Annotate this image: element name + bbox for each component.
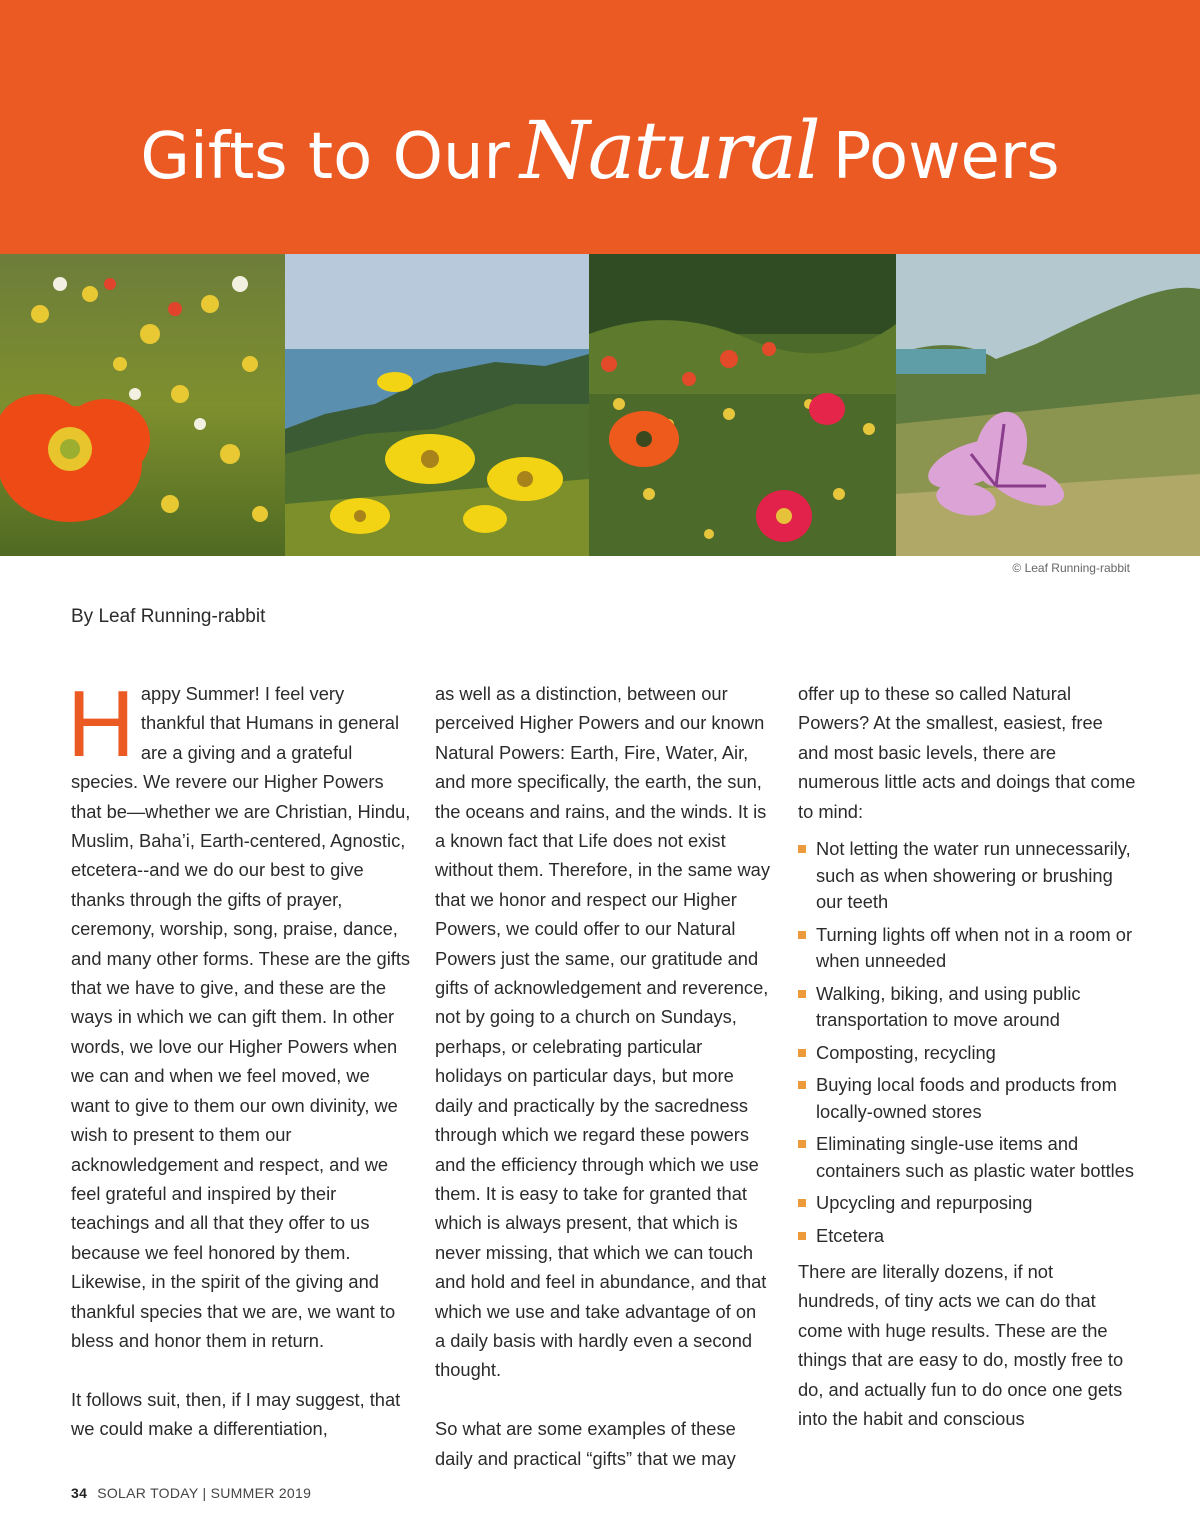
article-column-3 [798, 679, 1138, 1433]
paragraph: as well as a distinction, between our perceived Higher Powers and our known Natural Powers: Earth, Fire, Water, Air, and more specifically, the earth, the sun, the oceans and rains, and the winds. It is a known fact that Life does not exist without them. Therefore, in the same way that we honor and respect our Higher Powers, we could offer to our Natural Powers just the same, our gratitude and gifts of acknowledgement and reverence, not by going to a church on Sundays, perhaps, or celebrating particular holidays on particular days, but more daily and practically by the sacredness through which we regard these powers and the efficiency through which we use them. It is easy to take for granted that which is always present, that which is never missing, that which we can touch and hold and feel in abundance, and that which we use and take advantage of on a daily basis with hardly even a second thought. [435, 683, 770, 1381]
list-item: Walking, biking, and using public transportation to move around [798, 981, 1138, 1034]
square-bullet-icon [798, 931, 806, 939]
list-item: Upcycling and repurposing [798, 1190, 1138, 1217]
paragraph: There are literally dozens, if not hundreds, of tiny acts we can do that come with huge results. These are the things that are easy to do, mostly free to do, and actually fun to do once one gets into the habit and conscious [798, 1261, 1124, 1430]
paragraph [67, 671, 411, 1355]
photo-pink-mallow [896, 254, 1200, 556]
photo-red-poppies [589, 254, 896, 556]
list-item: Eliminating single-use items and containers such as plastic water bottles [798, 1131, 1138, 1184]
page-title [0, 86, 1200, 222]
paragraph-text: appy Summer! I feel very thankful that Humans in general are a giving and a grateful species. We revere our Higher Powers that be—whether we are Christian, Hindu, Muslim, Baha’i, Earth-centered, Agnostic, etcetera--and we do our best to give thanks through the gifts of prayer, ceremony, worship, song, praise, dance, and many other forms. These are the gifts that we have to give, and these are the ways in which we can gift them. In other words, we love our Higher Powers when we can and when we feel moved, we want to give to them our own divinity, we wish to present to them our acknowledgement and respect, and we feel grateful and inspired by their teachings and all that they offer to us because we feel honored by them. Likewise, in the spirit of the giving and thankful species that we are, we want to bless and honor them in return. [71, 683, 411, 1351]
photo-strip [0, 254, 1200, 556]
page-number: 34 [71, 1485, 88, 1501]
square-bullet-icon [798, 845, 806, 853]
paragraph: It follows suit, then, if I may suggest, that we could make a differentiation, [71, 1388, 401, 1440]
footer-separator: | [202, 1485, 207, 1501]
publication-name: SOLAR TODAY [97, 1485, 199, 1501]
list-item: Buying local foods and products from locally-owned stores [798, 1072, 1138, 1125]
article-column-2 [435, 679, 771, 1473]
photo-orange-poppy [0, 254, 285, 556]
title-script-word: Natural [519, 104, 819, 197]
square-bullet-icon [798, 1232, 806, 1240]
paragraph: So what are some examples of these daily and practical “gifts” that we may [435, 1418, 736, 1469]
drop-cap: H [67, 671, 135, 776]
article-column-1 [67, 671, 411, 1444]
list-item: Not letting the water run unnecessarily, such as when showering or brushing our teeth [798, 836, 1138, 916]
byline: By Leaf Running-rabbit [71, 606, 266, 627]
photo-yellow-daisies [285, 254, 589, 556]
list-item: Etcetera [798, 1223, 1138, 1250]
title-part1: Gifts to Our [140, 120, 510, 194]
square-bullet-icon [798, 990, 806, 998]
title-part2: Powers [832, 120, 1060, 194]
title-banner [0, 0, 1200, 254]
issue-name: SUMMER 2019 [210, 1485, 312, 1501]
square-bullet-icon [798, 1199, 806, 1207]
list-item: Composting, recycling [798, 1040, 1138, 1067]
list-item: Turning lights off when not in a room or when unneeded [798, 922, 1138, 975]
gift-list [798, 836, 1138, 1249]
paragraph: offer up to these so called Natural Powers? At the smallest, easiest, free and most basic levels, there are numerous little acts and doings that come to mind: [798, 683, 1136, 822]
square-bullet-icon [798, 1140, 806, 1148]
page-footer [71, 1485, 311, 1501]
square-bullet-icon [798, 1081, 806, 1089]
photo-credit: © Leaf Running-rabbit [1012, 561, 1130, 575]
square-bullet-icon [798, 1049, 806, 1057]
